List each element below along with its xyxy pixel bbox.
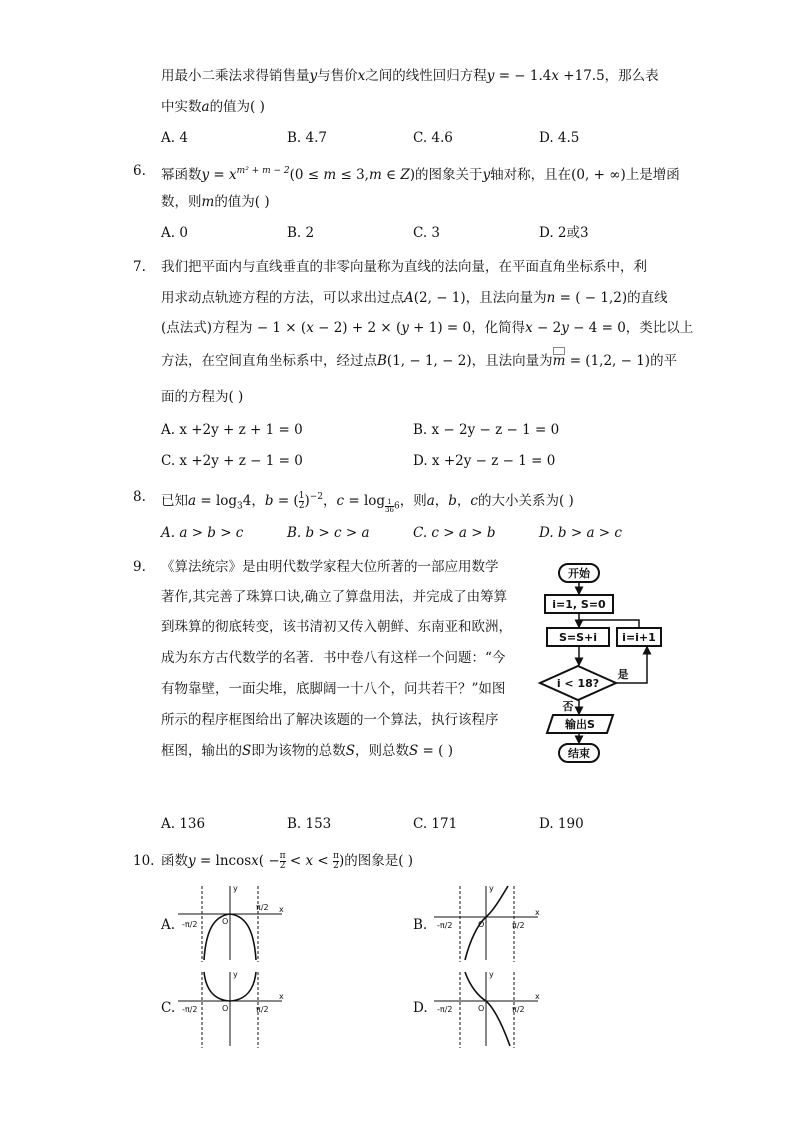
q9-option-a[interactable]: A. 136 (161, 816, 206, 832)
q10-option-d-label[interactable]: D. (413, 1000, 428, 1016)
q5-option-a[interactable]: A. 4 (161, 130, 188, 146)
q10-graph-b[interactable] (432, 882, 542, 962)
q6-number: 6. (133, 163, 146, 179)
q9-flowchart (535, 556, 665, 771)
q10-graph-d[interactable] (432, 968, 542, 1048)
graph-d-y-label: y (489, 970, 494, 979)
graph-b-x-label: x (535, 908, 540, 917)
q7-number: 7. (133, 259, 146, 275)
q8-line1: 已知$a = \log_34$，b = ( $\frac{1}{2}$ )$^{-2}$，c = log $_{\frac{1}{36}}$ $_6$，则a，b，c的大小关系为( ) (161, 491, 574, 514)
graph-a-origin-label: O (222, 917, 229, 926)
flow-no-label: 否 (562, 700, 574, 713)
graph-d-origin-label: O (478, 1004, 485, 1013)
flow-output-label: 输出S (565, 718, 595, 731)
flow-end-label: 结束 (568, 747, 590, 760)
q8-option-d[interactable]: D. b > a > c (539, 525, 622, 541)
q9-line2: 著作,其完善了珠算口诀,确立了算盘用法，并完成了由筹算 (161, 589, 508, 605)
q7-line2: 用求动点轨迹方程的方法，可以求出过点A(2, − 1)，且法向量为n = ( − 1,2)的直线 (161, 290, 668, 306)
fraction-pi-2b: $\frac{\pi}{2}$ (333, 851, 339, 871)
graph-b-neg-label: -π/2 (437, 921, 453, 930)
graph-a-pos-label: π/2 (256, 903, 269, 912)
q6-option-a[interactable]: A. 0 (161, 225, 188, 241)
q8-option-b[interactable]: B. b > c > a (287, 525, 370, 541)
graph-d-pos-label: π/2 (512, 1005, 525, 1014)
q7-option-d[interactable]: D. x +2y − z − 1 = 0 (413, 453, 556, 469)
flow-start-label: 开始 (568, 567, 590, 580)
flow-cond-label: i < 18? (556, 677, 600, 690)
q7-option-b[interactable]: B. x − 2y − z − 1 = 0 (413, 422, 560, 438)
graph-c-neg-label: -π/2 (182, 1005, 198, 1014)
graph-a-neg-label: -π/2 (182, 920, 198, 929)
q8-option-a[interactable]: A. a > b > c (161, 525, 244, 541)
fraction-1-36: 1 36 (385, 497, 394, 514)
q7-line1: 我们把平面内与直线垂直的非零向量称为直线的法向量，在平面直角坐标系中，利 (161, 259, 647, 275)
q6-line1: 幂函数$y = x^{m^2 + m - 2}(0 \le m \le 3,m$ ∈ Z)的图象关于y轴对称，且在(0, + ∞)上是增函 (161, 166, 680, 183)
q8-option-c[interactable]: C. c > a > b (413, 525, 496, 541)
q6-line2: 数，则m的值为( ) (161, 194, 270, 210)
q9-option-c[interactable]: C. 171 (413, 816, 458, 832)
graph-d-x-label: x (535, 992, 540, 1001)
q10-option-b-label[interactable]: B. (413, 917, 428, 933)
graph-b-origin-label: O (478, 920, 485, 929)
q9-line3: 到珠算的彻底转变，该书清初又传入朝鲜、东南亚和欧洲， (161, 619, 512, 635)
q5-option-c[interactable]: C. 4.6 (413, 130, 453, 146)
q10-option-a-label[interactable]: A. (161, 917, 176, 933)
q6-option-d[interactable]: D. 2或3 (539, 225, 589, 241)
q6-option-c[interactable]: C. 3 (413, 225, 441, 241)
q5-option-d[interactable]: D. 4.5 (539, 130, 580, 146)
q10-option-c-label[interactable]: C. (161, 1000, 176, 1016)
q9-option-d[interactable]: D. 190 (539, 816, 584, 832)
flow-inc-label: i=i+1 (622, 631, 656, 644)
q9-line4: 成为东方古代数学的名著．书中卷八有这样一个问题：“今 (161, 650, 506, 666)
q5-line2: 中实数a的值为( ) (161, 99, 265, 115)
q8-number: 8. (133, 489, 146, 505)
q5-line1: 用最小二乘法求得销售量y与售价x之间的线性回归方程y = − 1.4x +17.5，那么表 (161, 68, 659, 84)
q7-line5: 面的方程为( ) (161, 389, 244, 405)
flow-init-label: i=1, S=0 (552, 598, 606, 611)
q10-number: 10. (133, 853, 155, 869)
q9-line6: 所示的程序框图给出了解决该题的一个算法，执行该程序 (161, 712, 499, 728)
q10-graph-a[interactable] (176, 882, 286, 962)
graph-c-pos-label: π/2 (256, 1005, 269, 1014)
vector-arrow-icon (553, 347, 565, 355)
graph-c-x-label: x (279, 992, 284, 1001)
fraction-half: $\frac{1}{2}$ (298, 491, 305, 511)
q7-line3: (点法式)方程为 − 1 × (x − 2) + 2 × (y + 1) = 0，化简得x − 2y − 4 = 0，类比以上 (161, 320, 694, 336)
q10-line1: 函数y = lncosx( − $\frac{\pi}{2}$ < x < $\frac{\pi}{2}$ )的图象是( ) (161, 851, 414, 871)
q7-option-a[interactable]: A. x +2y + z + 1 = 0 (161, 422, 303, 438)
q9-line7: 框图，输出的S即为该物的总数S，则总数S = ( ) (161, 743, 453, 759)
graph-d-neg-label: -π/2 (437, 1005, 453, 1014)
graph-a-x-label: x (279, 905, 284, 914)
q9-option-b[interactable]: B. 153 (287, 816, 332, 832)
q9-number: 9. (133, 559, 146, 575)
q7-option-c[interactable]: C. x +2y + z − 1 = 0 (161, 453, 303, 469)
fraction-pi-2: $\frac{\pi}{2}$ (279, 851, 286, 871)
q9-line1: 《算法统宗》是由明代数学家程大位所著的一部应用数学 (161, 559, 499, 575)
q5-option-b[interactable]: B. 4.7 (287, 130, 327, 146)
flow-yes-label: 是 (617, 668, 629, 681)
q7-line4: 方法，在空间直角坐标系中，经过点B(1, − 1, − 2)，且法向量为m = (1,2, − 1)的平 (161, 351, 677, 371)
graph-c-origin-label: O (222, 1004, 229, 1013)
graph-c-y-label: y (233, 970, 238, 979)
q10-graph-c[interactable] (176, 968, 286, 1048)
graph-b-pos-label: π/2 (512, 921, 525, 930)
flow-sum-label: S=S+i (558, 631, 598, 644)
graph-a-y-label: y (233, 884, 238, 893)
q9-line5: 有物靠壁，一面尖堆，底脚阔一十八个，问共若干？”如图 (161, 681, 506, 697)
graph-b-y-label: y (489, 884, 494, 893)
q6-option-b[interactable]: B. 2 (287, 225, 315, 241)
